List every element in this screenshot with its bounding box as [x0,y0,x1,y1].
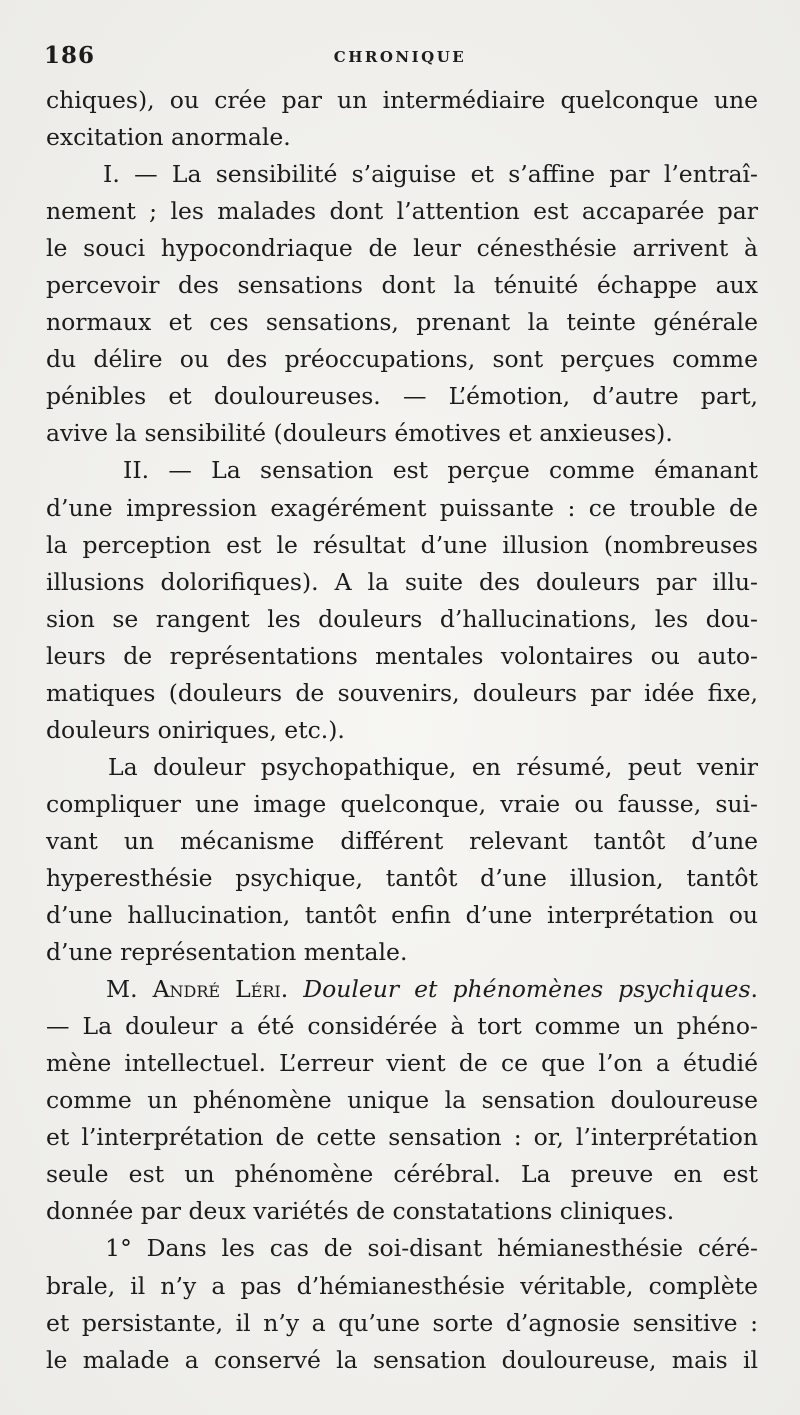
text-line-leri-heading [46,971,758,1008]
text-line: vant un mécanisme différent relevant tantôt d’une [46,826,758,855]
text-line: le malade a conservé la sensation douloureuse, mais il [46,1345,758,1374]
text-line: normaux et ces sensations, prenant la teinte générale [46,308,758,337]
text-line: excitation anormale. [46,123,291,152]
text-line: du délire ou des préoccupations, sont perçues comme [46,345,758,374]
text-line: d’une impression exagérément puissante : ce trouble de [46,493,758,522]
text-line: percevoir des sensations dont la ténuité échappe aux [46,271,758,300]
text-line: La douleur psychopathique, en résumé, peut venir [46,752,758,781]
running-head [44,42,756,72]
text-line: nement ; les malades dont l’attention est accaparée par [46,197,758,226]
leri-suffix: . [750,975,758,1004]
text-block-psychopathic-pain [46,82,758,971]
text-line: donnée par deux variétés de constatations cliniques. [46,1197,675,1226]
text-line: leurs de représentations mentales volontaires ou auto- [46,641,758,670]
text-line: hyperesthésie psychique, tantôt d’une illusion, tantôt [46,863,758,892]
text-line: compliquer une image quelconque, vraie ou fausse, sui- [46,789,758,818]
page-number: 186 [44,42,96,69]
author-name: André Léri [152,975,281,1004]
text-line: 1° Dans les cas de soi-disant hémianesthésie céré- [46,1234,758,1263]
article-title: Douleur et phénomènes psychiques [303,975,751,1004]
text-line: chiques), ou crée par un intermédiaire quelconque une [46,86,758,114]
text-line: brale, il n’y a pas d’hémianesthésie véritable, complète [46,1271,758,1300]
text-line: avive la sensibilité (douleurs émotives et anxieuses). [46,419,673,448]
text-line: la perception est le résultat d’une illusion (nombreuses [46,530,758,559]
body-text [46,82,758,1379]
text-line: II. — La sensation est perçue comme émanant [46,456,758,485]
text-block-leri [46,1008,758,1378]
text-line: le souci hypocondriaque de leur cénesthésie arrivent à [46,234,758,263]
text-line: d’une hallucination, tantôt enfin d’une interprétation ou [46,901,758,930]
text-line: sion se rangent les douleurs d’hallucinations, les dou- [46,604,758,633]
text-line: illusions dolorifiques). A la suite des douleurs par illu- [46,567,758,596]
text-line: pénibles et douloureuses. — L’émotion, d’autre part, [46,382,758,411]
text-line: I. — La sensibilité s’aiguise et s’affine par l’entraî- [46,160,758,189]
text-line: mène intellectuel. L’erreur vient de ce que l’on a étudié [46,1049,758,1078]
running-title: CHRONIQUE [333,48,467,66]
leri-sep: . [280,975,304,1004]
text-line: comme un phénomène unique la sensation douloureuse [46,1086,758,1115]
text-line: douleurs oniriques, etc.). [46,715,345,744]
text-line: et persistante, il n’y a qu’une sorte d’agnosie sensitive : [46,1308,758,1337]
leri-prefix: M. [106,975,153,1004]
text-line: d’une représentation mentale. [46,938,408,967]
text-line: et l’interprétation de cette sensation : or, l’interprétation [46,1123,758,1152]
text-line: — La douleur a été considérée à tort comme un phéno- [46,1012,758,1041]
text-line: seule est un phénomène cérébral. La preuve en est [46,1160,758,1189]
text-line: matiques (douleurs de souvenirs, douleurs par idée fixe, [46,678,758,707]
